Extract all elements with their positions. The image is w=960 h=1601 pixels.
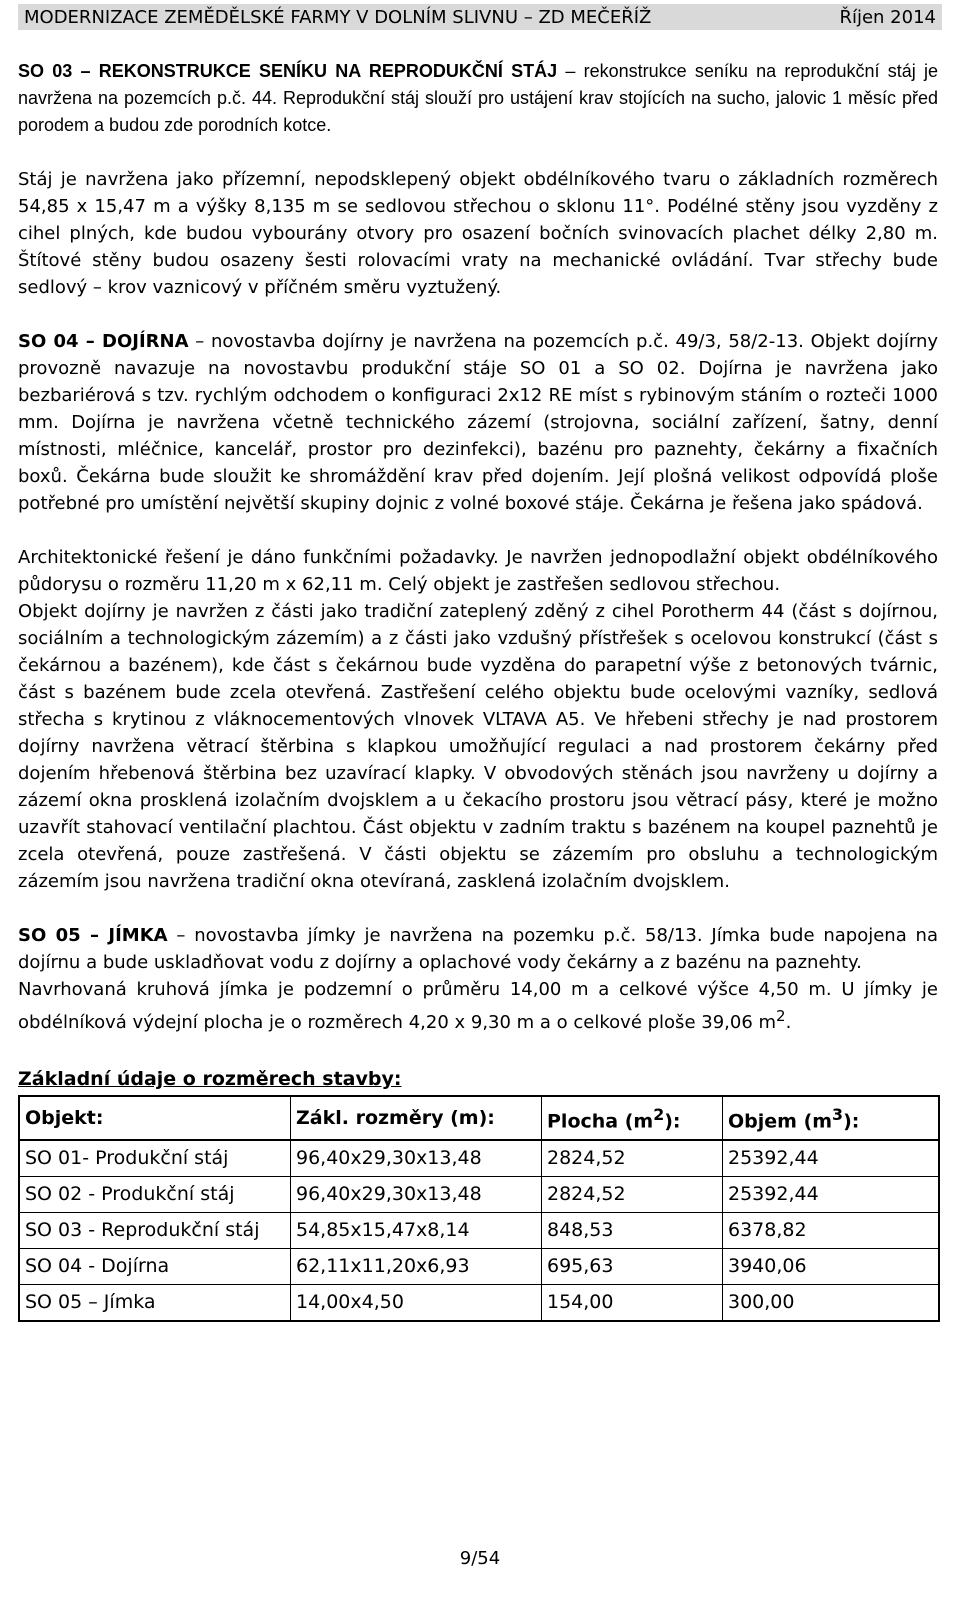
so04-paragraph-3: Objekt dojírny je navržen z části jako tradiční zateplený zděný z cihel Porotherm 44 (část s dojírnou, sociálním a technologickým zázemím) a z části jako vzdušný přístřešek s ocelovou konstrukcí (část s čekárnou a bazénem), kde část s čekárnou bude vyzděna do parapetní výše z betonových tvárnic, část s bazénem bude zcela otevřená. Zastřešení celého objektu bude ocelovými vazníky, sedlová střecha s krytinou z vláknocementových vlnovek VLTAVA A5. Ve hřebeni střechy je nad prostorem dojírny navržena větrací štěrbina s klapkou umožňující regulaci a nad prostorem čekárny před dojením hřebenová štěrbina bez uzavírací klapky. V obvodových stěnách jsou navrženy u dojírny a zázemí okna prosklená izolačním dvojsklem a u čekacího prostoru jsou větrací pásy, které je možno uzavřít stahovací ventilační plachtou. Část objektu v zadním traktu s bazénem na koupel paznehtů je zcela otevřená, pouze zastřešená. V části objektu se zázemím pro obsluhu a technologickým zázemím jsou navržena tradiční okna otevíraná, zasklená izolačním dvojsklem. [18, 601, 938, 892]
spacer [18, 301, 938, 328]
so05-paragraph-2: Navrhovaná kruhová jímka je podzemní o průměru 14,00 m a celkové výšce 4,50 m. U jímky je obdélníková výdejní plocha je o rozměrech 4,20 x 9,30 m a o celkové ploše 39,06 $m^2$. [18, 979, 938, 1033]
running-header [18, 4, 942, 30]
so04-paragraph-1 [18, 328, 938, 517]
so04-paragraph-2: Architektonické řešení je dáno funkčními požadavky. Je navržen jednopodlažní objekt obdélníkového půdorysu o rozměru 11,20 m x 62,11 m. Celý objekt je zastřešen sedlovou střechou. [18, 547, 938, 595]
col-header-dimensions: Zákl. rozměry (m): [291, 1096, 542, 1140]
so04-heading: SO 04 – DOJÍRNA [18, 331, 189, 352]
spacer [18, 139, 938, 166]
so04-text-1: – novostavba dojírny je navržena na pozemcích p.č. 49/3, 58/2-13. Objekt dojírny provozně navazuje na novostavbu produkční stáje SO 01 a SO 02. Dojírna je navržena jako bezbariérová s tzv. rychlým odchodem o konfiguraci 2x12 RE míst s rybinovým stáním o rozteči 1000 mm. Dojírna je navržena včetně technického zázemí (strojovna, sociální zařízení, šatny, denní místnosti, mléčnice, kancelář, prostor pro dezinfekci), bazénu pro paznehty, čekárny a fixačních boxů. Čekárna bude sloužit ke shromáždění krav před dojením. Její plošná velikost odpovídá ploše potřebné pro umístění největší skupiny dojnic z volné boxové stáje. Čekárna je řešena jako spádová. [18, 331, 939, 514]
so05-paragraph-1 [18, 922, 938, 976]
spacer [18, 517, 938, 544]
header-date: Říjen 2014 [839, 6, 936, 28]
page-number: 9/54 [459, 1548, 501, 1569]
dimensions-table [18, 1095, 940, 1322]
table-header-row [19, 1096, 939, 1140]
so05-text-1: – novostavba jímky je navržena na pozemku p.č. 58/13. Jímka bude napojena na dojírnu a bude uskladňovat vodu z dojírny a oplachové vody čekárny a z bazénu na paznehty. [18, 925, 938, 973]
document-body [18, 58, 938, 1322]
table-row: SO 05 – Jímka 14,00x4,50 154,00 300,00 [19, 1285, 939, 1322]
table-row: SO 01- Produkční stáj 96,40x29,30x13,48 2824,52 25392,44 [19, 1140, 939, 1177]
col-header-area: Plocha $(m^2)$: [542, 1096, 723, 1140]
so03-intro-text: – rekonstrukce seníku na reprodukční stáj je navržena na pozemcích p.č. 44. Reprodukční stáj slouží pro ustájení krav stojících na sucho, jalovic 1 měsíc před porodem a budou zde porodních kotce. [18, 61, 938, 135]
so03-body-paragraph: Stáj je navržena jako přízemní, nepodsklepený objekt obdélníkového tvaru o základních rozměrech 54,85 x 15,47 m a výšky 8,135 m se sedlovou střechou o sklonu 11°. Podélné stěny jsou vyzděny z cihel plných, kde budou vybourány otvory pro osazení bočních svinovacích plachet délky 2,80 m. Štítové stěny budou osazeny šesti rolovacími vraty na mechanické ovládání. Tvar střechy bude sedlový – krov vaznicový v příčném směru vyztužený. [18, 169, 938, 298]
col-header-volume: Objem $(m^3)$: [723, 1096, 940, 1140]
so03-heading: SO 03 – REKONSTRUKCE SENÍKU NA REPRODUKČNÍ STÁJ [18, 61, 558, 81]
table-row: SO 02 - Produkční stáj 96,40x29,30x13,48 2824,52 25392,44 [19, 1177, 939, 1213]
summary-title: Základní údaje o rozměrech stavby: [18, 1068, 402, 1090]
spacer [18, 895, 938, 922]
so05-heading: SO 05 – JÍMKA [18, 925, 168, 946]
header-title: MODERNIZACE ZEMĚDĚLSKÉ FARMY V DOLNÍM SLIVNU – ZD MEČEŘÍŽ [24, 6, 652, 28]
so03-intro-paragraph [18, 58, 938, 139]
table-row: SO 03 - Reprodukční stáj 54,85x15,47x8,14 848,53 6378,82 [19, 1213, 939, 1249]
col-header-object: Objekt: [19, 1096, 291, 1140]
table-row: SO 04 - Dojírna 62,11x11,20x6,93 695,63 3940,06 [19, 1249, 939, 1285]
